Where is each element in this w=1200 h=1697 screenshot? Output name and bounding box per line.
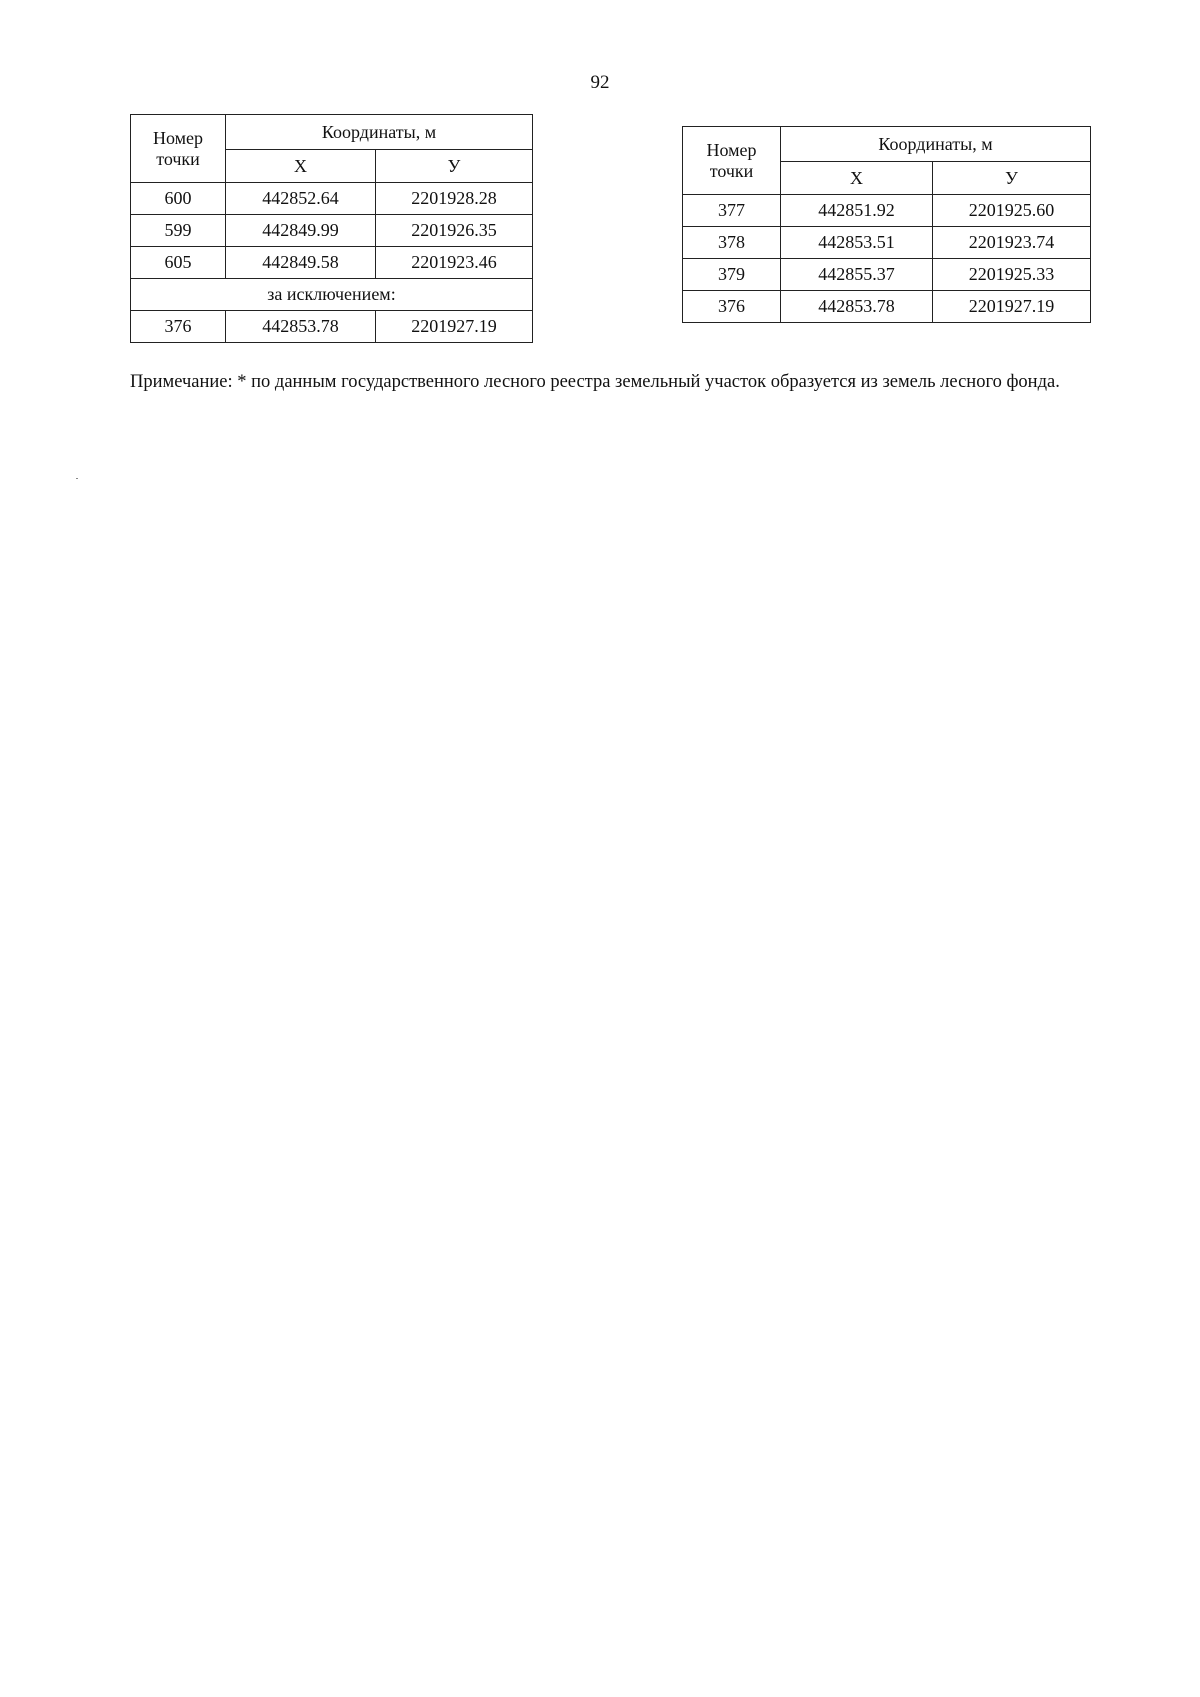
point-cell: 605 bbox=[131, 247, 226, 279]
exclusion-label: за исключением: bbox=[131, 279, 533, 311]
coordinates-header: Координаты, м bbox=[226, 115, 533, 150]
y-header: У bbox=[933, 162, 1091, 195]
point-cell: 600 bbox=[131, 183, 226, 215]
y-cell: 2201923.74 bbox=[933, 227, 1091, 259]
point-cell: 377 bbox=[683, 195, 781, 227]
coordinates-table-left bbox=[130, 114, 533, 343]
x-cell: 442853.51 bbox=[781, 227, 933, 259]
table-row bbox=[683, 259, 1091, 291]
page-number: 92 bbox=[590, 72, 610, 93]
y-cell: 2201927.19 bbox=[933, 291, 1091, 323]
footnote: Примечание: * по данным государственного лесного реестра земельный участок образуется из земель лесного фонда. bbox=[130, 372, 1060, 392]
x-cell: 442855.37 bbox=[781, 259, 933, 291]
table-row bbox=[131, 247, 533, 279]
x-header: X bbox=[226, 150, 376, 183]
point-cell: 599 bbox=[131, 215, 226, 247]
x-cell: 442853.78 bbox=[781, 291, 933, 323]
table-row bbox=[131, 215, 533, 247]
x-header: X bbox=[781, 162, 933, 195]
table-row bbox=[683, 227, 1091, 259]
point-cell: 379 bbox=[683, 259, 781, 291]
x-cell: 442853.78 bbox=[226, 311, 376, 343]
point-number-header: Номер точки bbox=[683, 127, 781, 195]
table-row bbox=[131, 311, 533, 343]
point-cell: 376 bbox=[683, 291, 781, 323]
y-cell: 2201925.33 bbox=[933, 259, 1091, 291]
scan-speck bbox=[76, 478, 78, 479]
coordinates-header: Координаты, м bbox=[781, 127, 1091, 162]
table-row bbox=[131, 183, 533, 215]
point-cell: 376 bbox=[131, 311, 226, 343]
x-cell: 442851.92 bbox=[781, 195, 933, 227]
x-cell: 442849.99 bbox=[226, 215, 376, 247]
y-cell: 2201923.46 bbox=[376, 247, 533, 279]
table-row bbox=[683, 195, 1091, 227]
y-header: У bbox=[376, 150, 533, 183]
point-number-header: Номер точки bbox=[131, 115, 226, 183]
coordinates-table-right bbox=[682, 126, 1091, 323]
y-cell: 2201926.35 bbox=[376, 215, 533, 247]
y-cell: 2201927.19 bbox=[376, 311, 533, 343]
table-row bbox=[683, 291, 1091, 323]
y-cell: 2201925.60 bbox=[933, 195, 1091, 227]
y-cell: 2201928.28 bbox=[376, 183, 533, 215]
point-cell: 378 bbox=[683, 227, 781, 259]
exclusion-row bbox=[131, 279, 533, 311]
x-cell: 442852.64 bbox=[226, 183, 376, 215]
x-cell: 442849.58 bbox=[226, 247, 376, 279]
